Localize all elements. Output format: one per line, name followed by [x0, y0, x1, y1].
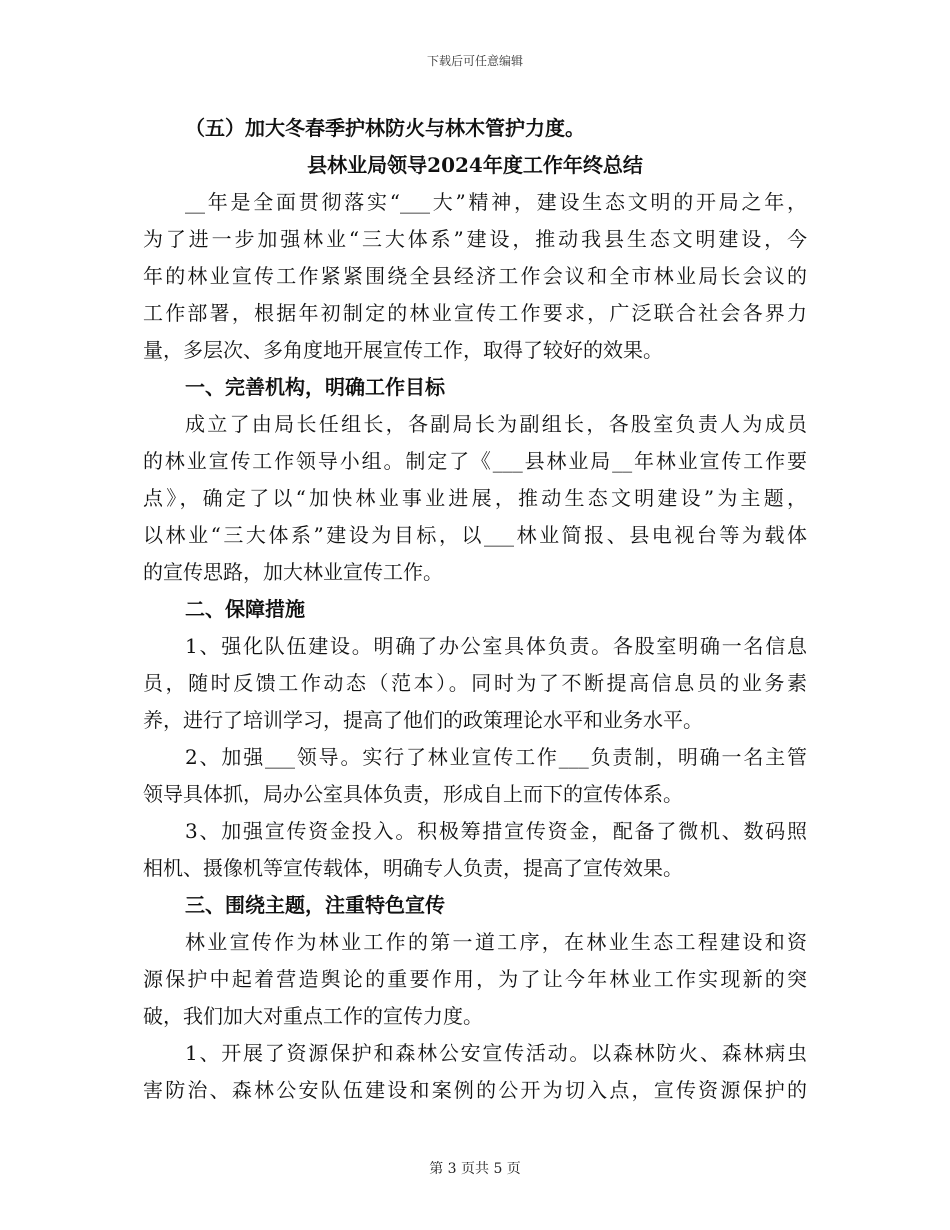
paragraph-line: 为了进一步加强林业“三大体系”建设，推动我县生态文明建设，今 — [143, 227, 807, 251]
paragraph-line: 员，随时反馈工作动态（范本）。同时为了不断提高信息员的业务素 — [143, 671, 807, 695]
paragraph-line: 害防治、森林公安队伍建设和案例的公开为切入点，宣传资源保护的 — [143, 1078, 807, 1102]
document-body — [143, 110, 807, 1109]
paragraph-line: 以林业“三大体系”建设为目标，以___林业简报、县电视台等为载体 — [143, 523, 807, 547]
paragraph-line: 1、强化队伍建设。明确了办公室具体负责。各股室明确一名信息 — [185, 634, 807, 658]
paragraph-line: 3、加强宣传资金投入。积极筹措宣传资金，配备了微机、数码照 — [185, 819, 807, 843]
document-title: 县林业局领导2024年度工作年终总结 — [307, 153, 643, 177]
page-footer: 第 3 页共 5 页 — [429, 1161, 521, 1177]
paragraph-line: 年的林业宣传工作紧紧围绕全县经济工作会议和全市林业局长会议的 — [143, 264, 807, 288]
paragraph-line: 2、加强___领导。实行了林业宣传工作___负责制，明确一名主管 — [185, 745, 807, 769]
section-heading: （五）加大冬春季护林防火与林木管护力度。 — [185, 116, 585, 140]
paragraph-line: 点》，确定了以“加快林业事业进展，推动生态文明建设”为主题， — [143, 486, 807, 510]
paragraph-line: 成立了由局长任组长，各副局长为副组长，各股室负责人为成员 — [185, 412, 807, 436]
section-heading: 一、完善机构，明确工作目标 — [185, 375, 445, 399]
paragraph-line: 林业宣传作为林业工作的第一道工序，在林业生态工程建设和资 — [185, 930, 807, 954]
paragraph-line: 领导具体抓，局办公室具体负责，形成自上而下的宣传体系。 — [143, 782, 683, 806]
paragraph-line: 养，进行了培训学习，提高了他们的政策理论水平和业务水平。 — [143, 708, 703, 732]
paragraph-line: 的林业宣传工作领导小组。制定了《___县林业局__年林业宣传工作要 — [143, 449, 807, 473]
paragraph-line: 工作部署，根据年初制定的林业宣传工作要求，广泛联合社会各界力 — [143, 301, 807, 325]
page-header: 下载后可任意编辑 — [426, 54, 523, 68]
paragraph-line: __年是全面贯彻落实“___大”精神，建设生态文明的开局之年， — [185, 190, 807, 214]
section-heading: 三、围绕主题，注重特色宣传 — [185, 893, 445, 917]
paragraph-line: 破，我们加大对重点工作的宣传力度。 — [143, 1004, 483, 1028]
paragraph-line: 1、开展了资源保护和森林公安宣传活动。以森林防火、森林病虫 — [185, 1041, 807, 1065]
paragraph-line: 源保护中起着营造舆论的重要作用，为了让今年林业工作实现新的突 — [143, 967, 807, 991]
paragraph-line: 相机、摄像机等宣传载体，明确专人负责，提高了宣传效果。 — [143, 856, 683, 880]
paragraph-line: 的宣传思路，加大林业宣传工作。 — [143, 560, 443, 584]
section-heading: 二、保障措施 — [185, 597, 305, 621]
paragraph-line: 量，多层次、多角度地开展宣传工作，取得了较好的效果。 — [143, 338, 663, 362]
